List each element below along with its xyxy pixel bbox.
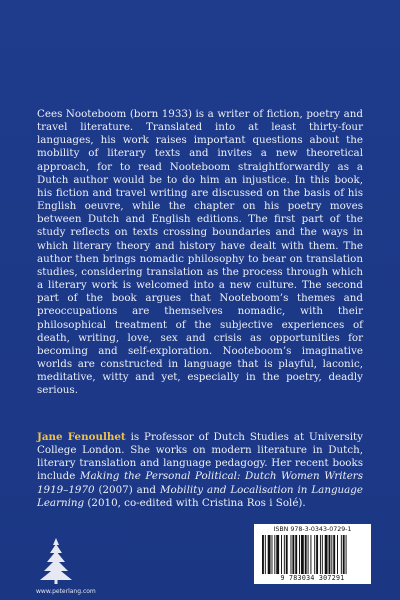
isbn-label: ISBN 978-3-0343-0729-1 (273, 526, 352, 533)
publisher-url: www.peterlang.com (36, 588, 96, 595)
barcode-panel (254, 524, 371, 584)
author-bio-text-1: is Professor of Dutch Studies at University College London. She works on modern literature in Dutch, literary translation and language pedagogy. Her recent books include (37, 431, 363, 483)
barcode-number: 9 783034 307291 (280, 574, 345, 582)
author-bio (37, 431, 363, 510)
book-blurb: Cees Nooteboom (born 1933) is a writer of fiction, poetry and travel literature. Translated into at least thirty-four languages, his work raises important questions about the mobility of literary texts and invites a new theoretical approach, for to read Nooteboom straightforwardly as a Dutch author would be to do him an injustice. In this book, his fiction and travel writing are discussed on the basis of his English oeuvre, while the chapter on his poetry moves between Dutch and English editions. The first part of the study reflects on texts crossing boundaries and the ways in which literary theory and history have dealt with them. The author then brings nomadic philosophy to bear on translation studies, considering translation as the process through which a literary work is welcomed into a new culture. The second part of the book argues that Nooteboom’s themes and preoccupations are themselves nomadic, with their philosophical treatment of the subjective experiences of death, writing, love, sex and crisis as opportunities for becoming and self-exploration. Nooteboom’s imaginative worlds are constructed in language that is playful, laconic, meditative, witty and yet, especially in the poetry, deadly serious. (37, 108, 363, 397)
author-bio-text-3: (2010, co-edited with Cristina Ros i Solé). (84, 496, 306, 509)
author-book-title-1: Making the Personal Political: Dutch Women Writers 1919–1970 (37, 470, 363, 496)
barcode-icon (260, 535, 365, 574)
author-book-title-2: Mobility and Localisation in Language Learning (37, 483, 363, 509)
author-bio-text-2: (2007) and (94, 483, 160, 496)
peter-lang-tree-logo-icon (37, 536, 75, 586)
author-name: Jane Fenoulhet (37, 431, 126, 443)
